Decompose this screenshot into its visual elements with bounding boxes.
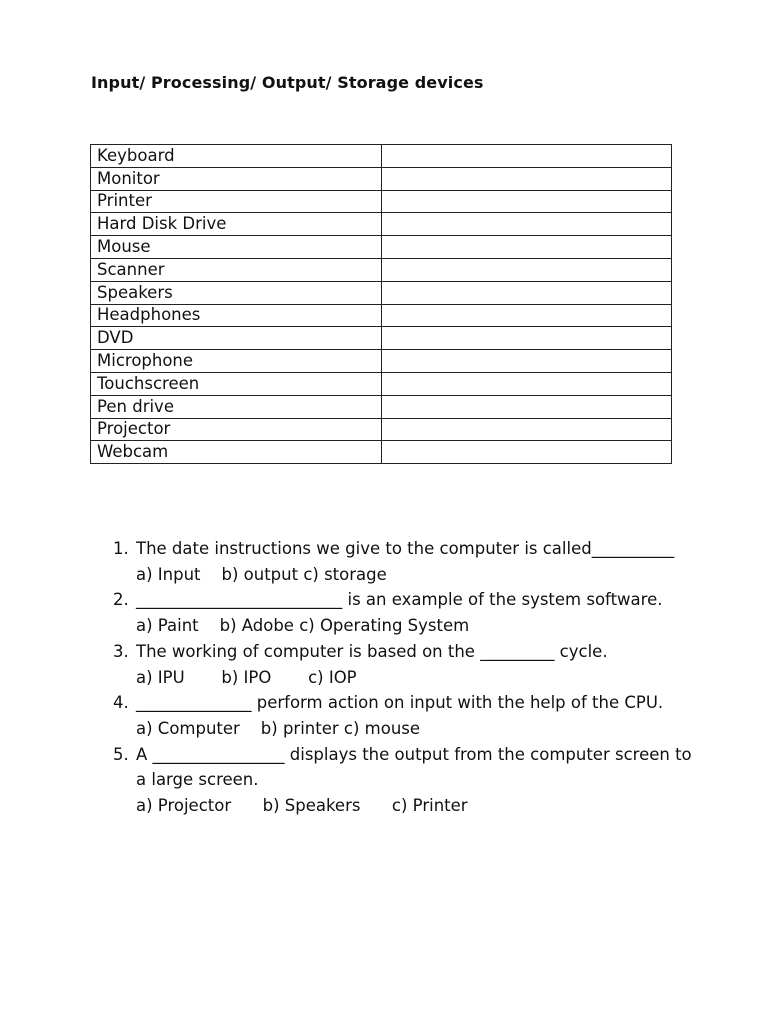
question-item <box>113 742 693 819</box>
table-row <box>91 372 672 395</box>
table-row <box>91 213 672 236</box>
device-name-cell: Speakers <box>91 281 382 304</box>
question-number: 4. <box>113 693 129 713</box>
table-row <box>91 190 672 213</box>
device-category-cell <box>382 395 672 418</box>
table-row <box>91 441 672 464</box>
question-item <box>113 536 693 587</box>
device-category-cell <box>382 327 672 350</box>
question-text: A ________________ displays the output from the computer screen to a large screen. <box>136 744 692 790</box>
question-options: a) IPU b) IPO c) IOP <box>136 667 357 687</box>
question-text: The date instructions we give to the computer is called__________ <box>136 539 675 558</box>
table-row <box>91 304 672 327</box>
device-category-cell <box>382 145 672 168</box>
question-options: a) Computer b) printer c) mouse <box>136 718 421 738</box>
question-options: a) Input b) output c) storage <box>136 564 387 584</box>
device-category-cell <box>382 304 672 327</box>
question-number: 3. <box>113 641 129 661</box>
device-name-cell: Hard Disk Drive <box>91 213 382 236</box>
device-category-cell <box>382 213 672 236</box>
table-row <box>91 258 672 281</box>
device-category-cell <box>382 258 672 281</box>
question-item <box>113 587 693 638</box>
question-number: 1. <box>113 539 129 558</box>
device-name-cell: Pen drive <box>91 395 382 418</box>
device-name-cell: DVD <box>91 327 382 350</box>
device-name-cell: Mouse <box>91 236 382 259</box>
device-name-cell: Printer <box>91 190 382 213</box>
table-row <box>91 350 672 373</box>
table-row <box>91 281 672 304</box>
question-text: _________________________ is an example of the system software. <box>136 590 663 610</box>
table-row <box>91 236 672 259</box>
table-row <box>91 418 672 441</box>
device-category-cell <box>382 190 672 213</box>
table-row <box>91 167 672 190</box>
device-category-cell <box>382 236 672 259</box>
device-category-cell <box>382 418 672 441</box>
device-category-cell <box>382 281 672 304</box>
device-name-cell: Monitor <box>91 167 382 190</box>
question-number: 2. <box>113 590 129 610</box>
question-text: ______________ perform action on input with the help of the CPU. <box>136 693 664 713</box>
table-row <box>91 145 672 168</box>
device-category-cell <box>382 441 672 464</box>
question-options: a) Paint b) Adobe c) Operating System <box>136 616 470 636</box>
table-row <box>91 395 672 418</box>
device-name-cell: Keyboard <box>91 145 382 168</box>
device-name-cell: Projector <box>91 418 382 441</box>
device-category-cell <box>382 167 672 190</box>
device-category-cell <box>382 350 672 373</box>
device-category-cell <box>382 372 672 395</box>
question-number: 5. <box>113 744 129 764</box>
device-name-cell: Microphone <box>91 350 382 373</box>
question-item <box>113 639 693 690</box>
device-name-cell: Touchscreen <box>91 372 382 395</box>
device-name-cell: Scanner <box>91 258 382 281</box>
device-table <box>90 144 672 464</box>
question-item <box>113 690 693 741</box>
question-text: The working of computer is based on the _________ cycle. <box>136 641 608 661</box>
device-name-cell: Headphones <box>91 304 382 327</box>
page-title: Input/ Processing/ Output/ Storage devices <box>91 73 484 92</box>
table-row <box>91 327 672 350</box>
question-list <box>113 536 693 819</box>
question-options: a) Projector b) Speakers c) Printer <box>136 796 468 816</box>
device-name-cell: Webcam <box>91 441 382 464</box>
